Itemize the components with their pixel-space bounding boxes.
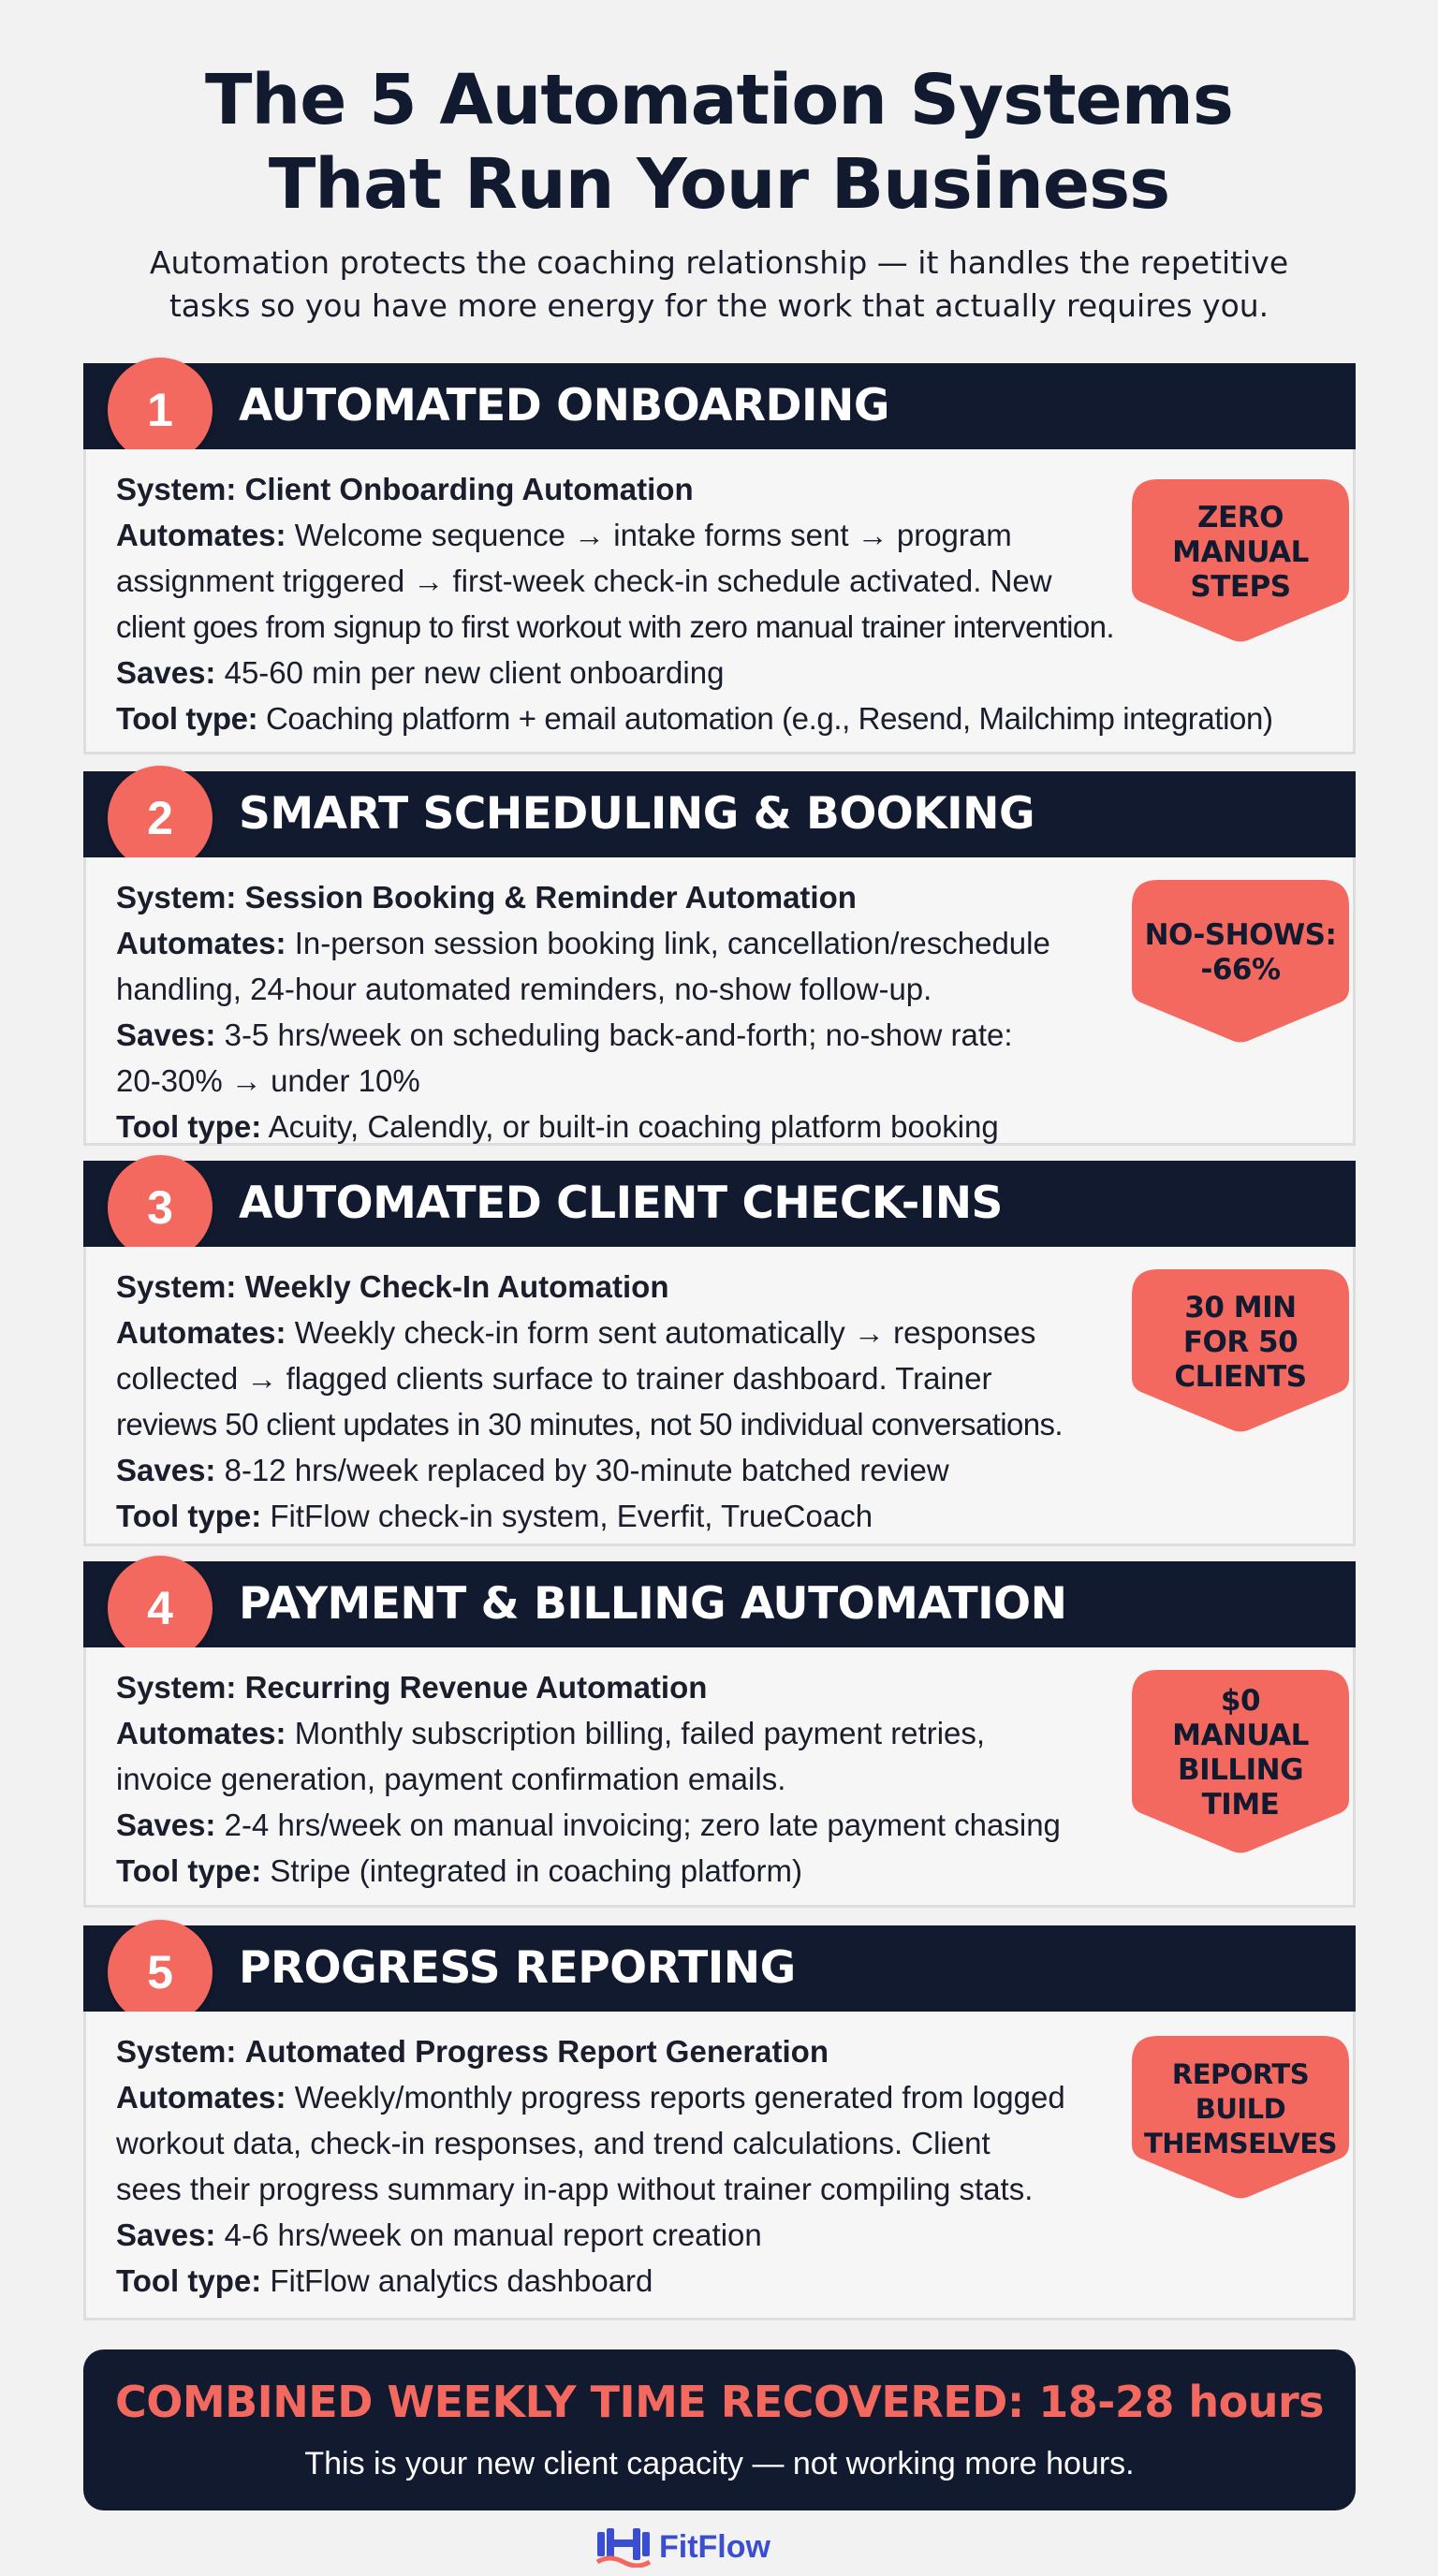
page-title-line-1: The 5 Automation Systems (205, 60, 1233, 140)
automates-line (116, 2074, 1221, 2120)
automates-continued: workout data, check-in responses, and trend calculations. Client (116, 2126, 990, 2160)
section-header (83, 363, 1356, 449)
automates-text: Monthly subscription billing, failed payment retries, (294, 1716, 986, 1750)
saves-label: Saves: (116, 2217, 216, 2252)
tool-type-text: FitFlow check-in system, Everfit, TrueCoach (270, 1499, 873, 1533)
page-subtitle (94, 242, 1344, 328)
saves-line (116, 1802, 1221, 1848)
badge-line: BUILD (1195, 2092, 1286, 2125)
automates-label: Automates: (116, 518, 286, 552)
section-header (83, 771, 1356, 857)
saves-line (116, 650, 1221, 695)
badge-line: ZERO (1197, 500, 1284, 534)
section-number-badge: 5 (108, 1920, 213, 2025)
system-value: Client Onboarding Automation (244, 472, 694, 506)
automates-line (116, 512, 1221, 558)
automates-label: Automates: (116, 1315, 286, 1350)
automation-section-5 (83, 1925, 1356, 2320)
saves-text: 8-12 hrs/week replaced by 30-minute batched review (224, 1453, 949, 1487)
automates-continued: collected → flagged clients surface to trainer dashboard. Trainer (116, 1361, 992, 1396)
automates-label: Automates: (116, 926, 286, 960)
highlight-badge (1130, 2034, 1351, 2201)
saves-text: 45-60 min per new client onboarding (224, 655, 725, 690)
section-number-badge: 3 (108, 1155, 213, 1260)
system-value: Session Booking & Reminder Automation (244, 880, 857, 915)
saves-label: Saves: (116, 1017, 216, 1052)
section-title: AUTOMATED ONBOARDING (239, 380, 889, 432)
tool-type-label: Tool type: (116, 1109, 262, 1144)
page-title (0, 58, 1438, 227)
section-title: AUTOMATED CLIENT CHECK-INS (239, 1178, 1003, 1229)
section-body (83, 2012, 1356, 2320)
badge-line: THEMSELVES (1143, 2127, 1338, 2159)
tool-type-label: Tool type: (116, 701, 258, 736)
automates-label: Automates: (116, 2080, 286, 2115)
badge-line: MANUAL (1172, 1719, 1309, 1752)
automation-section-4 (83, 1561, 1356, 1908)
system-label: System: (116, 2034, 237, 2069)
system-line (116, 466, 1221, 512)
saves-continued: 20-30% → under 10% (116, 1063, 420, 1098)
system-line (116, 1264, 1221, 1310)
page-subtitle-line-2: tasks so you have more energy for the work that actually requires you. (169, 287, 1269, 324)
automates-line (116, 920, 1221, 966)
badge-line: $0 (1220, 1684, 1261, 1718)
automates-continued: assignment triggered → first-week check-in schedule activated. New (116, 564, 1052, 598)
automation-section-2 (83, 771, 1356, 1146)
tool-type-line (116, 1848, 1221, 1894)
saves-line (116, 2212, 1221, 2258)
tool-type-text: Coaching platform + email automation (e.g., Resend, Mailchimp integration) (266, 701, 1273, 736)
automates-text: Weekly check-in form sent automatically → responses (294, 1315, 1036, 1350)
tool-type-label: Tool type: (116, 1499, 262, 1533)
tool-type-line (116, 2258, 1221, 2304)
badge-line: -66% (1200, 953, 1281, 987)
automates-continued: reviews 50 client updates in 30 minutes, not 50 individual conversations. (116, 1407, 1063, 1442)
automates-continued: handling, 24-hour automated reminders, no-show follow-up. (116, 972, 932, 1006)
saves-label: Saves: (116, 1808, 216, 1842)
automates-label: Automates: (116, 1716, 286, 1750)
system-label: System: (116, 1269, 237, 1304)
badge-line: CLIENTS (1174, 1359, 1307, 1394)
saves-text: 2-4 hrs/week on manual invoicing; zero late payment chasing (224, 1808, 1061, 1842)
section-header (83, 1561, 1356, 1647)
automation-section-1 (83, 363, 1356, 754)
saves-label: Saves: (116, 655, 216, 690)
section-body (83, 857, 1356, 1146)
automates-text: Weekly/monthly progress reports generated from logged (294, 2080, 1065, 2115)
system-line (116, 1664, 1221, 1710)
badge-line: TIME (1201, 1788, 1280, 1822)
system-value: Automated Progress Report Generation (244, 2034, 829, 2069)
highlight-badge (1130, 878, 1351, 1045)
badge-line: FOR 50 (1182, 1325, 1299, 1359)
system-line (116, 2028, 1221, 2074)
tool-type-text: FitFlow analytics dashboard (270, 2263, 653, 2298)
highlight-badge (1130, 1267, 1351, 1434)
saves-label: Saves: (116, 1453, 216, 1487)
section-number-badge: 2 (108, 766, 213, 871)
system-line (116, 874, 1221, 920)
badge-line: NO-SHOWS: (1144, 918, 1337, 952)
highlight-badge (1130, 1668, 1351, 1855)
system-value: Recurring Revenue Automation (244, 1670, 708, 1705)
automates-line (116, 1310, 1221, 1355)
badge-line: STEPS (1190, 569, 1291, 604)
badge-line: REPORTS (1171, 2057, 1310, 2090)
automates-continued: invoice generation, payment confirmation emails. (116, 1762, 786, 1796)
section-details (116, 1264, 1221, 1539)
tool-type-line (116, 695, 1273, 741)
tool-type-text: Acuity, Calendly, or built-in coaching platform booking (268, 1109, 999, 1144)
tool-type-line (116, 1493, 1221, 1539)
summary-subtext: This is your new client capacity — not working more hours. (304, 2446, 1135, 2481)
section-header (83, 1161, 1356, 1247)
automation-section-3 (83, 1161, 1356, 1546)
section-header (83, 1925, 1356, 2012)
system-label: System: (116, 880, 237, 915)
automates-text: In-person session booking link, cancellation/reschedule (294, 926, 1050, 960)
tool-type-text: Stripe (integrated in coaching platform) (270, 1853, 802, 1888)
badge-line: 30 MIN (1184, 1290, 1297, 1325)
tool-type-label: Tool type: (116, 2263, 262, 2298)
badge-text (1136, 2034, 1345, 2184)
section-title: SMART SCHEDULING & BOOKING (239, 788, 1035, 840)
badge-line: MANUAL (1172, 534, 1309, 569)
section-number-badge: 1 (108, 358, 213, 462)
highlight-badge (1130, 477, 1351, 644)
badge-text (1136, 1668, 1345, 1838)
saves-text: 3-5 hrs/week on scheduling back-and-forth; no-show rate: (224, 1017, 1013, 1052)
summary-banner (83, 2349, 1356, 2510)
section-body (83, 449, 1356, 754)
system-value: Weekly Check-In Automation (244, 1269, 669, 1304)
automates-line (116, 1710, 1221, 1756)
page-title-line-2: That Run Your Business (268, 144, 1170, 225)
section-details (116, 1664, 1221, 1894)
page-subtitle-line-1: Automation protects the coaching relationship — it handles the repetitive (149, 244, 1289, 281)
section-details (116, 874, 1221, 1149)
system-label: System: (116, 1670, 237, 1705)
tool-type-label: Tool type: (116, 1853, 262, 1888)
badge-text (1136, 477, 1345, 627)
logo-wordmark: FitFlow (659, 2528, 770, 2565)
badge-text (1136, 1267, 1345, 1417)
brand-logo (595, 2524, 839, 2570)
automates-text: Welcome sequence → intake forms sent → program (294, 518, 1012, 552)
saves-line (116, 1012, 1221, 1058)
badge-line: BILLING (1177, 1753, 1304, 1787)
fitflow-logo-icon (595, 2526, 652, 2568)
section-title: PROGRESS REPORTING (239, 1942, 796, 1994)
section-details (116, 2028, 1221, 2304)
tool-type-line (116, 1104, 1221, 1149)
summary-headline: COMBINED WEEKLY TIME RECOVERED: 18-28 hours (114, 2377, 1325, 2427)
saves-line (116, 1447, 1221, 1493)
section-title: PAYMENT & BILLING AUTOMATION (239, 1578, 1067, 1630)
saves-text: 4-6 hrs/week on manual report creation (224, 2217, 762, 2252)
section-body (83, 1247, 1356, 1546)
section-number-badge: 4 (108, 1556, 213, 1661)
badge-text (1136, 878, 1345, 1028)
automates-continued: sees their progress summary in-app without trainer compiling stats. (116, 2172, 1034, 2206)
system-label: System: (116, 472, 237, 506)
section-body (83, 1647, 1356, 1908)
automates-continued: client goes from signup to first workout with zero manual trainer intervention. (116, 609, 1114, 644)
